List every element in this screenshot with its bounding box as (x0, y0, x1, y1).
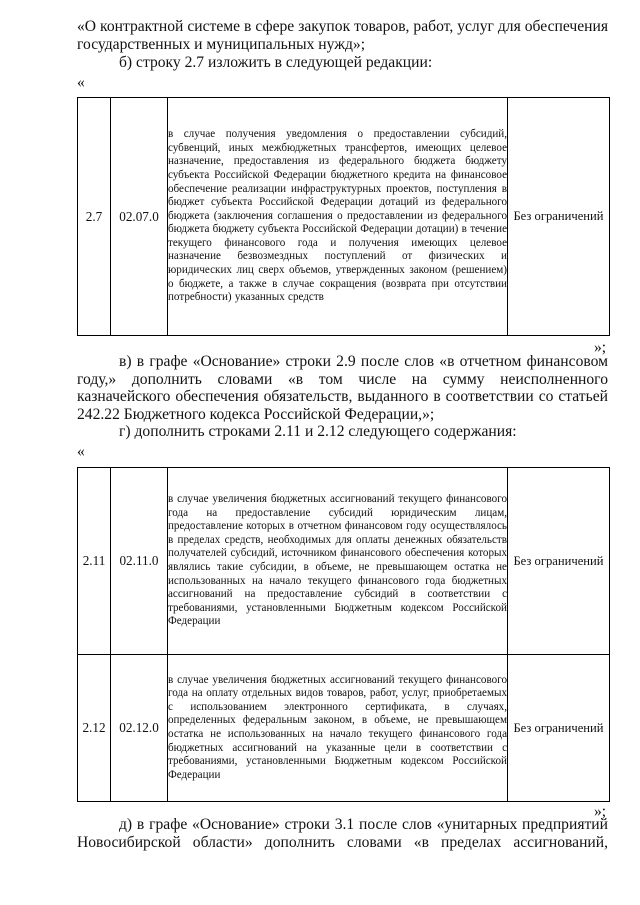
opening-quote-1: « (77, 74, 85, 91)
paragraph-item-b: б) строку 2.7 изложить в следующей редакции: (119, 54, 433, 71)
row-limit: Без ограничений (508, 655, 610, 802)
paragraph-law-reference: «О контрактной системе в сфере закупок товаров, работ, услуг для обеспечения государственных и муниципальных нужд»; (77, 18, 608, 53)
table-row (78, 98, 610, 336)
row-description-text: в случае получения уведомления о предоставлении субсидий, субвенций, иных межбюджетных трансфертов, имеющих целевое назначение, предоставления из федерального бюджета бюджету субъекта Российской Федерации бюджетного кредита на финансовое обеспечение реализации инфраструктурных проектов, поступления в бюджет субъекта Российской Федерации дотаций из федерального бюджета (заключения соглашения о предоставлении из федерального бюджета бюджету субъекта Российской Федерации дотации) в течение текущего финансового года и получения имеющих целевое назначение безвозмездных поступлений от физических и юридических лиц сверх объемов, утвержденных законом (решением) о бюджете, а также в случае сокращения (возврата при отсутствии потребности) указанных средств (168, 128, 507, 304)
row-description-text: в случае увеличения бюджетных ассигнований текущего финансового года на предоставление субсидий юридическим лицам, предоставление которых в отчетном финансовом году осуществлялось в пределах средств, необходимых для оплаты денежных обязательств получателей субсидий, источником финансового обеспечения которых являлись такие субсидии, в объеме, не превышающем остатка не использованных на начало текущего финансового года бюджетных ассигнований на предоставление субсидий в соответствии с требованиями, установленными Бюджетным кодексом Российской Федерации (168, 493, 507, 628)
row-description-text: в случае увеличения бюджетных ассигнований текущего финансового года на оплату отдельных видов товаров, работ, услуг, приобретаемых с использованием электронного сертификата, в случаях, определенных федеральным законом, в объеме, не превышающем остатка не использованных на начало текущего финансового года бюджетных ассигнований на указанные цели в соответствии с требованиями, установленными Бюджетным кодексом Российской Федерации (168, 673, 507, 781)
row-code: 02.12.0 (111, 655, 168, 802)
row-code: 02.07.0 (111, 98, 168, 336)
closing-quote-1: »; (594, 339, 607, 356)
table-row-2-7 (77, 97, 610, 336)
opening-quote-2: « (77, 443, 85, 460)
row-limit: Без ограничений (508, 98, 610, 336)
row-number: 2.11 (78, 468, 111, 655)
row-description (168, 655, 508, 802)
table-row (78, 468, 610, 655)
table-rows-2-11-2-12 (77, 467, 610, 802)
closing-quote-2: »; (594, 803, 607, 820)
row-limit: Без ограничений (508, 468, 610, 655)
paragraph-item-d: д) в графе «Основание» строки 3.1 после слов «унитарных предприятий Новосибирской области» дополнить словами «в пределах ассигнований, (77, 816, 608, 851)
row-description (168, 468, 508, 655)
paragraph-item-g: г) дополнить строками 2.11 и 2.12 следующего содержания: (119, 423, 517, 440)
paragraph-item-v: в) в графе «Основание» строки 2.9 после слов «в отчетном финансовом году,» дополнить словами «в том числе на сумму неисполненного казначейского обеспечения обязательств, выданного в соответствии со статьей 242.22 Бюджетного кодекса Российской Федерации,»; (77, 353, 608, 423)
row-description (168, 98, 508, 336)
row-number: 2.7 (78, 98, 111, 336)
table-row (78, 655, 610, 802)
row-code: 02.11.0 (111, 468, 168, 655)
row-number: 2.12 (78, 655, 111, 802)
